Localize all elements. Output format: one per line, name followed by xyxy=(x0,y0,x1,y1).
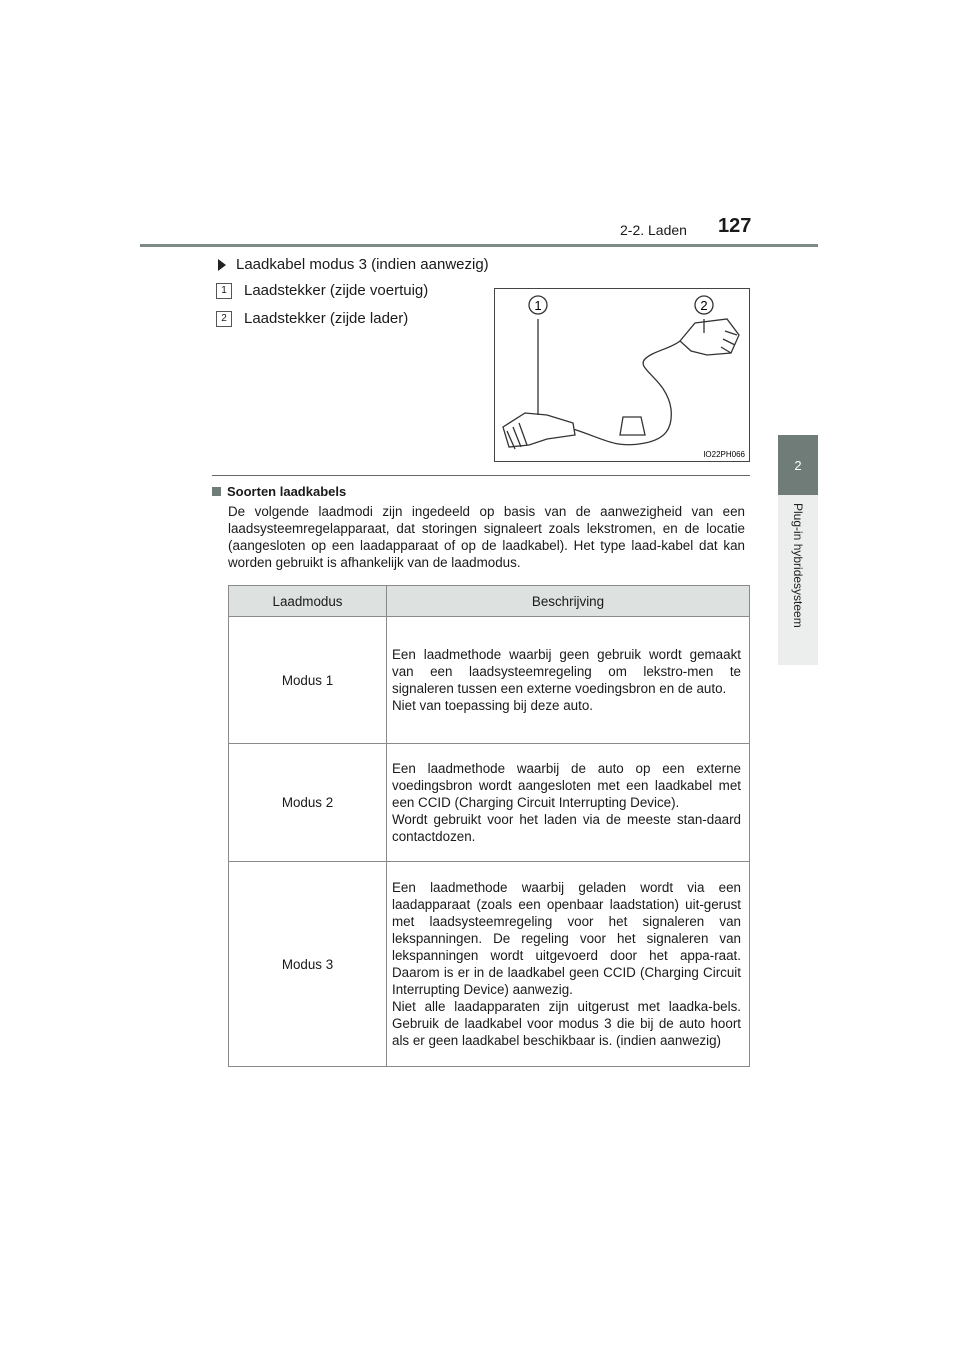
description-note: Niet alle laadapparaten zijn uitgerust met laadka-bels. Gebruik de laadkabel voor modus 3 die bij de auto hoort als er geen laadkabel beschikbaar is. (indien aanwezig) xyxy=(392,999,741,1048)
description-text: Een laadmethode waarbij geladen wordt via een laadapparaat (zoals een openbaar laadstation) uit-gerust met laadsysteemregeling voor het signaleren van lekspanningen. De regeling voor het signaleren van lekspanningen wordt uitgevoerd door het appa-raat. Daarom is er in de laadkabel geen CCID (Charging Circuit Interrupting Device) aanwezig. xyxy=(392,880,741,997)
types-intro-paragraph: De volgende laadmodi zijn ingedeeld op basis van de aanwezigheid van een laadsysteemregelapparaat, dat storingen signaleert zoals lekstromen, en de locatie (aangesloten op een laadapparaat of op de laadkabel). Het type laad-kabel dat kan worden gebruikt is afhankelijk van de laadmodus. xyxy=(228,504,745,570)
triangle-bullet-icon xyxy=(218,259,226,271)
legend-label-1: Laadstekker (zijde voertuig) xyxy=(244,282,429,299)
page-number: 127 xyxy=(718,215,752,237)
legend-number-1: 1 xyxy=(216,283,232,299)
illustration-code: IO22PH066 xyxy=(703,450,745,459)
charging-cable-illustration xyxy=(494,288,750,462)
description-note: Niet van toepassing bij deze auto. xyxy=(392,698,593,713)
types-heading-text: Soorten laadkabels xyxy=(227,484,347,499)
callout-label-2: 2 xyxy=(700,298,708,313)
description-text: Een laadmethode waarbij geen gebruik wordt gemaakt van een laadsysteemregeling om lekstro-men te signaleren tussen een externe voedingsbron en de auto. xyxy=(392,647,741,696)
charging-modes-table xyxy=(228,585,750,1067)
section-divider xyxy=(212,475,750,476)
description-cell xyxy=(387,862,750,1067)
legend-item-1 xyxy=(216,282,428,299)
charging-cable-drawing xyxy=(495,289,749,461)
description-cell xyxy=(387,744,750,862)
table-row xyxy=(229,617,750,744)
mode-cell: Modus 3 xyxy=(229,862,387,1067)
header-laadmodus: Laadmodus xyxy=(229,586,387,617)
chapter-tab-label xyxy=(778,495,818,665)
mode-cell: Modus 1 xyxy=(229,617,387,744)
description-cell xyxy=(387,617,750,744)
legend-number-2: 2 xyxy=(216,311,232,327)
legend-item-2 xyxy=(216,310,408,327)
square-bullet-icon xyxy=(212,487,221,496)
control-box-shape xyxy=(620,417,645,435)
cable-heading-text: Laadkabel modus 3 (indien aanwezig) xyxy=(236,256,489,273)
legend-label-2: Laadstekker (zijde lader) xyxy=(244,310,409,327)
description-note: Wordt gebruikt voor het laden via de meeste stan-daard contactdozen. xyxy=(392,812,741,844)
chapter-tab-text: Plug-in hybridesysteem xyxy=(791,503,805,628)
table-header-row xyxy=(229,586,750,617)
charger-plug-shape xyxy=(680,319,739,355)
header-beschrijving: Beschrijving xyxy=(387,586,750,617)
table-row xyxy=(229,744,750,862)
table-row xyxy=(229,862,750,1067)
types-heading xyxy=(212,484,346,499)
cable-heading xyxy=(218,256,489,273)
header-rule xyxy=(140,244,818,247)
section-title: 2-2. Laden xyxy=(620,222,687,238)
mode-cell: Modus 2 xyxy=(229,744,387,862)
chapter-tab-number: 2 xyxy=(778,435,818,495)
description-text: Een laadmethode waarbij de auto op een externe voedingsbron wordt aangesloten met een laadkabel met een CCID (Charging Circuit Interrupting Device). xyxy=(392,761,741,810)
callout-label-1: 1 xyxy=(534,298,542,313)
